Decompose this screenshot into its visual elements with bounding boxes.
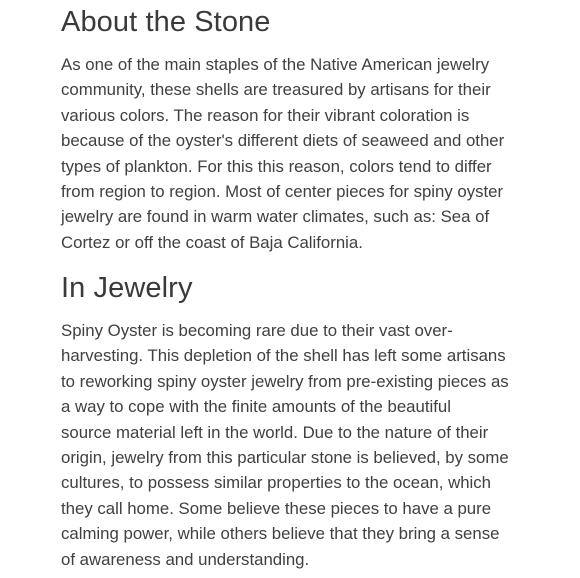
section-heading-about-the-stone: About the Stone — [61, 6, 271, 38]
section-heading-in-jewelry: In Jewelry — [61, 272, 193, 304]
section-body-in-jewelry: Spiny Oyster is becoming rare due to their vast over- harvesting. This depletion of the shell has left some artisans to reworking spiny oyster jewelry from pre-existing pieces as a way to cope with the finite amounts of the beautiful source material left in the world. Due to the nature of their origin, jewelry from this particular stone is believed, by some cultures, to possess similar properties to the ocean, which they call home. Some believe these pieces to have a pure calming power, while others believe that they bring a sense of awareness and understanding. — [61, 321, 509, 569]
section-body-about-the-stone: As one of the main staples of the Native American jewelry community, these shells are treasured by artisans for their various colors. The reason for their vibrant coloration is because of the oyster's different diets of seaweed and other types of plankton. For this this reason, colors tend to differ from region to region. Most of center pieces for spiny oyster jewelry are found in warm water climates, such as: Sea of Cortez or off the coast of Baja California. — [61, 55, 505, 252]
